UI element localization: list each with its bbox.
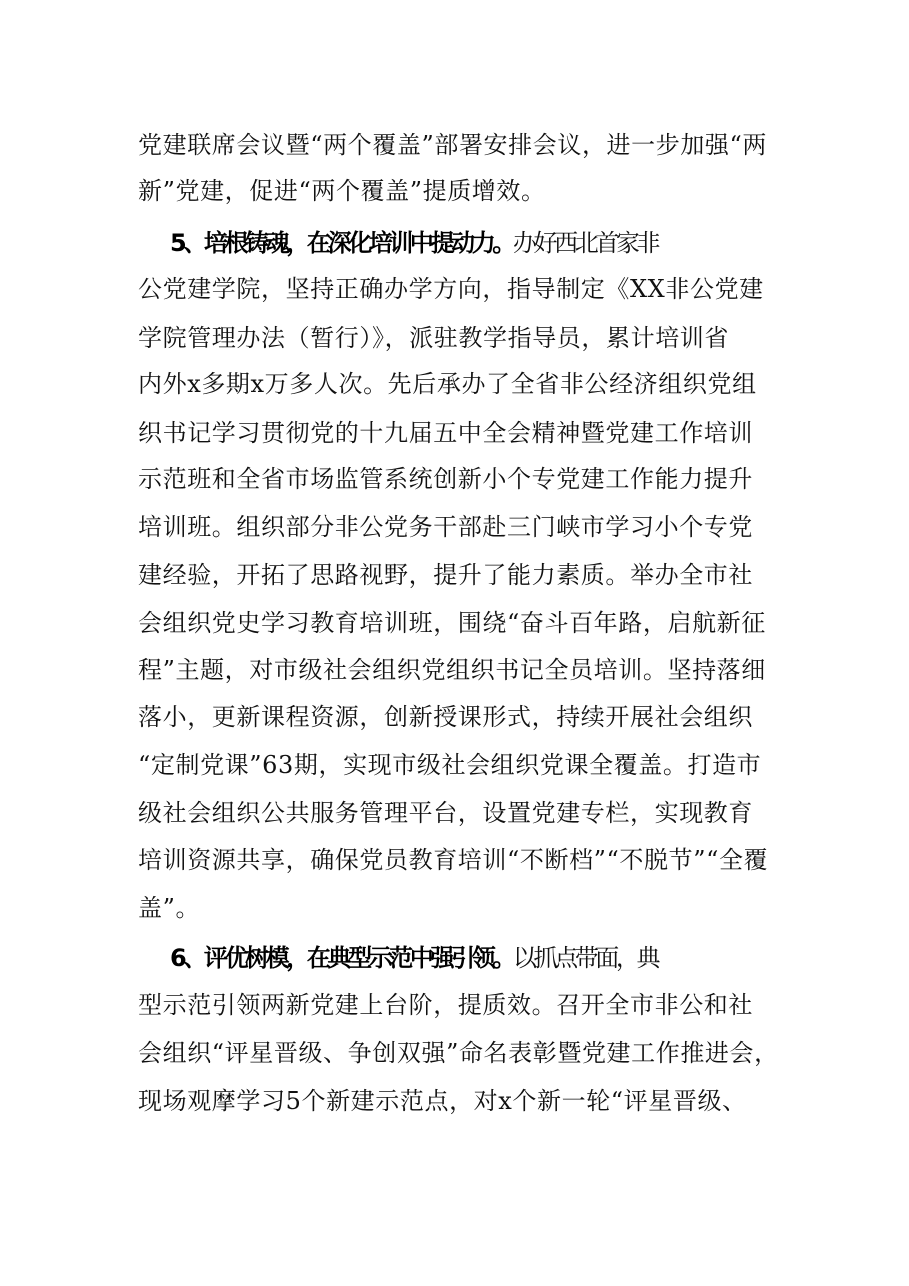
section-5-first-line <box>170 223 810 263</box>
paragraph-line: 示范班和全省市场监管系统创新小个专党建工作能力提升 <box>138 465 753 493</box>
paragraph-line: 党建联席会议暨“两个覆盖”部署安排会议，进一步加强“两 <box>138 131 768 159</box>
paragraph-line: 学院管理办法（暂行）》，派驻教学指导员，累计培训省 <box>138 324 729 352</box>
paragraph-line: 现场观摩学习5个新建示范点，对x个新一轮“评星晋级、 <box>138 1087 747 1115</box>
paragraph-line: 程”主题，对市级社会组织党组织书记全员培训。坚持落细 <box>138 656 766 684</box>
paragraph-line: 内外x多期x万多人次。先后承办了全省非公经济组织党组 <box>138 370 757 398</box>
paragraph-line: “定制党课”63期，实现市级社会组织党课全覆盖。打造市 <box>138 751 762 779</box>
paragraph-line: 级社会组织公共服务管理平台，设置党建专栏，实现教育 <box>138 799 753 827</box>
paragraph-line: 会组织党史学习教育培训班，围绕“奋斗百年路，启航新征 <box>138 609 766 637</box>
paragraph-line: 培训班。组织部分非公党务干部赴三门峡市学习小个专党 <box>138 513 753 541</box>
paragraph-line: 培训资源共享，确保党员教育培训“不断档”“不脱节”“全覆 <box>138 846 769 874</box>
paragraph-line: 会组织“评星晋级、争创双强”命名表彰暨党建工作推进会， <box>138 1039 779 1067</box>
section-6-heading: 6、评优树模，在典型示范中强引领。 <box>170 944 513 972</box>
paragraph-line: 织书记学习贯彻党的十九届五中全会精神暨党建工作培训 <box>138 419 753 447</box>
paragraph-line: 公党建学院，坚持正确办学方向，指导制定《XX非公党建 <box>138 275 764 303</box>
section-5-heading: 5、培根铸魂，在深化培训中提动力。 <box>170 229 513 257</box>
paragraph-line: 新”党建，促进“两个覆盖”提质增效。 <box>138 177 546 205</box>
paragraph-line: 建经验，开拓了思路视野，提升了能力素质。举办全市社 <box>138 561 753 589</box>
paragraph-line: 型示范引领两新党建上台阶，提质效。召开全市非公和社 <box>138 991 753 1019</box>
section-5-text: 办好西北首家非 <box>512 229 658 257</box>
paragraph-line: 落小，更新课程资源，创新授课形式，持续开展社会组织 <box>138 703 753 731</box>
paragraph-line: 盖”。 <box>138 894 201 922</box>
section-6-text: 以抓点带面，典 <box>512 944 658 972</box>
section-6-first-line <box>170 938 810 978</box>
